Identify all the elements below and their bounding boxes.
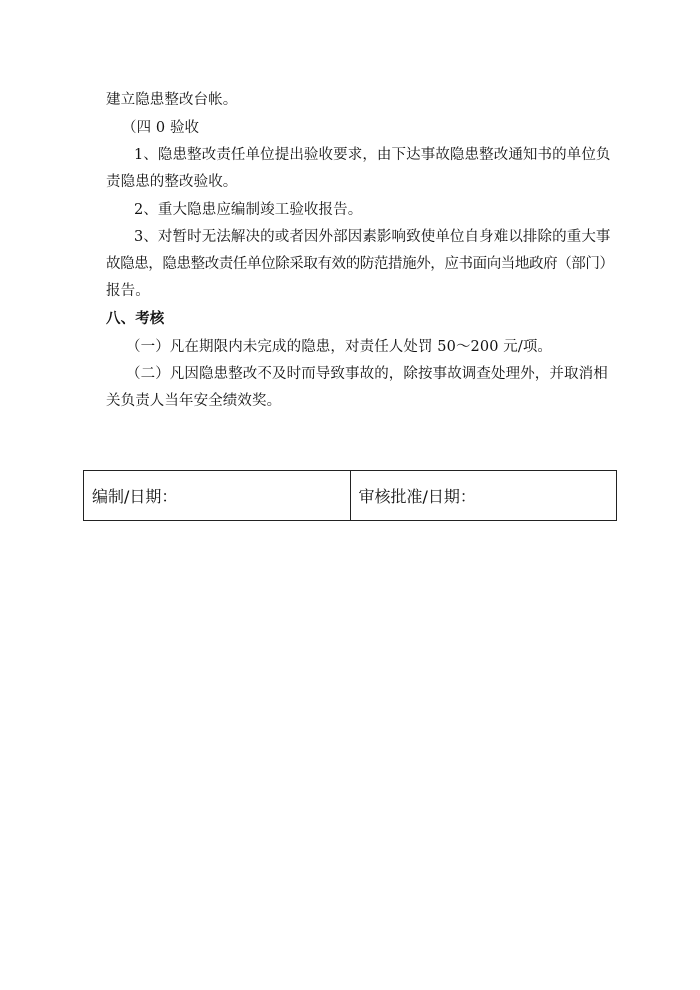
approver-date-label: 审核批准/日期： <box>358 487 476 506</box>
acceptance-item-1-line-2: 责隐患的整改验收。 <box>106 174 238 190</box>
approver-date-cell <box>350 471 617 521</box>
signature-row <box>84 471 617 521</box>
acceptance-item-2: 2、重大隐患应编制竣工验收报告。 <box>134 202 363 218</box>
compiler-date-label: 编制/日期： <box>92 487 178 506</box>
assessment-item-1: （一）凡在期限内未完成的隐患，对责任人处罚 50～200 元/项。 <box>126 339 553 355</box>
assessment-item-2-line-1: （二）凡因隐患整改不及时而导致事故的，除按事故调查处理外，并取消相 <box>126 366 608 382</box>
acceptance-item-3-line-3: 报告。 <box>106 283 150 299</box>
section-heading-assessment: 八、考核 <box>106 311 165 327</box>
signature-table <box>83 470 617 521</box>
subsection-heading-acceptance: （四 0 验收 <box>122 120 200 136</box>
body-line-1: 建立隐患整改台帐。 <box>106 92 238 108</box>
acceptance-item-3-line-2: 故隐患，隐患整改责任单位除采取有效的防范措施外，应书面向当地政府（部门） <box>106 256 614 272</box>
compiler-date-cell <box>84 471 351 521</box>
acceptance-item-1-line-1: 1、隐患整改责任单位提出验收要求，由下达事故隐患整改通知书的单位负 <box>134 147 611 163</box>
acceptance-item-3-line-1: 3、对暂时无法解决的或者因外部因素影响致使单位自身难以排除的重大事 <box>134 229 611 245</box>
assessment-item-2-line-2: 关负责人当年安全绩效奖。 <box>106 393 282 409</box>
